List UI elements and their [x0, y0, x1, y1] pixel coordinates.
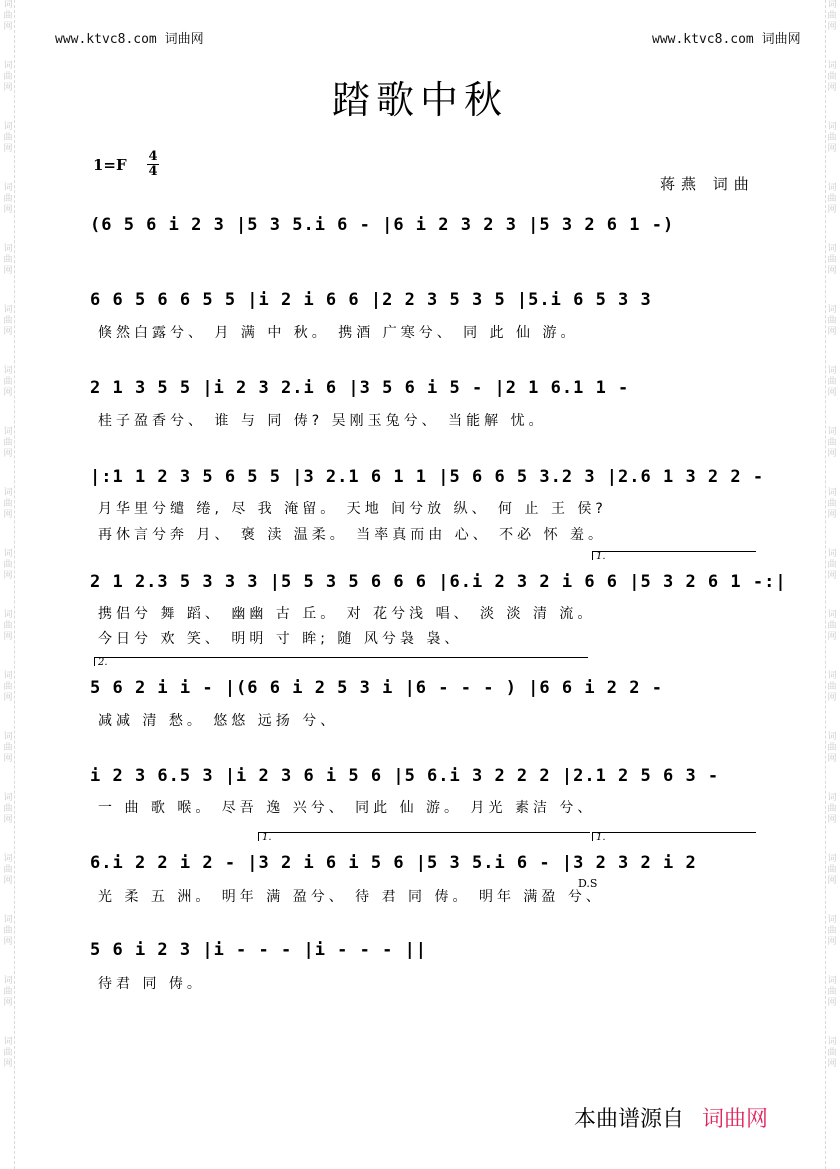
source-footer [574, 1102, 768, 1133]
watermark-glyphs: 词 曲 网 [3, 732, 13, 764]
watermark-glyphs: 词 曲 网 [827, 244, 837, 276]
notation-line: 6 6 5 6 6 5 5 |i 2 i 6 6 |2 2 3 5 3 5 |5.i 6 5 3 3 [90, 290, 652, 310]
watermark-glyphs: 词 曲 网 [827, 61, 837, 93]
notation-line: i 2 3 6.5 3 |i 2 3 6 i 5 6 |5 6.i 3 2 2 2 |2.1 2 5 6 3 - [90, 766, 720, 786]
dal-segno-mark: D.S [578, 877, 598, 890]
notation-line: |:1 1 2 3 5 6 5 5 |3 2.1 6 1 1 |5 6 6 5 3.2 3 |2.6 1 3 2 2 - [90, 467, 765, 487]
watermark-glyphs: 词 曲 网 [3, 793, 13, 825]
watermark-glyphs: 词 曲 网 [3, 244, 13, 276]
lyric-line-2: 桂子盈香兮、 谁 与 同 俦? 吴刚玉兔兮、 当能解 忧。 [98, 413, 547, 429]
watermark-glyphs: 词 曲 网 [827, 671, 837, 703]
score-row-8 [90, 853, 755, 879]
site-url-right[interactable]: www.ktvc8.com 词曲网 [652, 32, 801, 47]
notation-line: 5 6 i 2 3 |i - - - |i - - - || [90, 940, 428, 960]
watermark-glyphs: 词 曲 网 [827, 976, 837, 1008]
volta-bracket: 2. [94, 657, 588, 666]
score-row-2 [90, 290, 755, 316]
lyric-line-7: 减减 清 愁。 悠悠 远扬 兮、 [98, 713, 339, 729]
lyric-line-8: 一 曲 歌 喉。 尽吾 逸 兴兮、 同此 仙 游。 月光 素洁 兮、 [98, 800, 596, 816]
watermark-glyphs: 词 曲 网 [827, 915, 837, 947]
watermark-glyphs: 词 曲 网 [827, 366, 837, 398]
notation-line: 2 1 2.3 5 3 3 3 |5 5 3 5 6 6 6 |6.i 2 3 2 i 6 6 |5 3 2 6 1 -:| [90, 572, 787, 592]
watermark-glyphs: 词 曲 网 [827, 732, 837, 764]
score-row-1 [90, 215, 755, 241]
score-row-4 [90, 467, 765, 493]
watermark-glyphs: 词 曲 网 [827, 610, 837, 642]
watermark-glyphs: 词 曲 网 [3, 366, 13, 398]
watermark-glyphs: 词 曲 网 [3, 122, 13, 154]
watermark-glyphs: 词 曲 网 [3, 976, 13, 1008]
lyric-line-4: 再休言兮奔 月、 褒 渎 温柔。 当率真而由 心、 不必 怀 羞。 [98, 527, 607, 543]
watermark-glyphs: 词 曲 网 [827, 549, 837, 581]
score-row-7 [90, 766, 755, 792]
watermark-glyphs: 词 曲 网 [3, 427, 13, 459]
meter-top: 4 [148, 149, 158, 164]
watermark-glyphs: 词 曲 网 [827, 793, 837, 825]
watermark-glyphs: 词 曲 网 [3, 1037, 13, 1069]
volta-bracket: 1. [592, 832, 756, 841]
notation-line: 2 1 3 5 5 |i 2 3 2.i 6 |3 5 6 i 5 - |2 1 6.1 1 - [90, 378, 630, 398]
score-row-5 [90, 572, 787, 598]
notation-line: 6.i 2 2 i 2 - |3 2 i 6 i 5 6 |5 3 5.i 6 - |3 2 3 2 i 2 [90, 853, 697, 873]
right-watermark-strip [825, 0, 838, 1169]
volta-bracket: 1. [592, 551, 756, 560]
watermark-glyphs: 词 曲 网 [827, 305, 837, 337]
watermark-glyphs: 词 曲 网 [3, 183, 13, 215]
watermark-glyphs: 词 曲 网 [827, 0, 837, 32]
watermark-glyphs: 词 曲 网 [3, 854, 13, 886]
left-watermark-strip [2, 0, 15, 1169]
watermark-glyphs: 词 曲 网 [827, 488, 837, 520]
lyric-line-3: 月华里兮缱 绻, 尽 我 淹留。 天地 间兮放 纵、 何 止 王 侯? [98, 501, 607, 517]
notation-line: 5 6 2 i i - |(6 6 i 2 5 3 i |6 - - - ) |6 6 i 2 2 - [90, 678, 663, 698]
volta-bracket: 1. [258, 832, 590, 841]
notation-line: (6 5 6 i 2 3 |5 3 5.i 6 - |6 i 2 3 2 3 |5 3 2 6 1 -) [90, 215, 675, 235]
watermark-glyphs: 词 曲 网 [3, 671, 13, 703]
watermark-glyphs: 词 曲 网 [3, 549, 13, 581]
score-row-9 [90, 940, 755, 966]
score-row-3 [90, 378, 755, 404]
watermark-glyphs: 词 曲 网 [827, 854, 837, 886]
watermark-glyphs: 词 曲 网 [3, 0, 13, 32]
meter-bottom: 4 [148, 164, 158, 179]
watermark-glyphs: 词 曲 网 [3, 915, 13, 947]
time-signature [147, 150, 159, 179]
watermark-glyphs: 词 曲 网 [3, 488, 13, 520]
key-signature: 1=F [93, 156, 127, 174]
lyric-line-6: 今日兮 欢 笑、 明明 寸 眸; 随 风兮袅 袅、 [98, 631, 463, 647]
lyric-line-5: 携侣兮 舞 蹈、 幽幽 古 丘。 对 花兮浅 唱、 淡 淡 清 流。 [98, 606, 596, 622]
source-label: 本曲谱源自 [574, 1107, 685, 1132]
watermark-glyphs: 词 曲 网 [3, 610, 13, 642]
watermark-glyphs: 词 曲 网 [827, 427, 837, 459]
lyric-line-10: 待君 同 俦。 [98, 976, 205, 992]
brand-link[interactable]: 词曲网 [702, 1107, 769, 1132]
site-url-left[interactable]: www.ktvc8.com 词曲网 [55, 32, 204, 47]
page-title: 踏歌中秋 [331, 78, 508, 123]
author-credit: 蒋燕 词曲 [660, 175, 755, 193]
watermark-glyphs: 词 曲 网 [827, 183, 837, 215]
watermark-glyphs: 词 曲 网 [3, 305, 13, 337]
watermark-glyphs: 词 曲 网 [827, 1037, 837, 1069]
lyric-line-9: 光 柔 五 洲。 明年 满 盈兮、 待 君 同 俦。 明年 满盈 兮、 [98, 889, 604, 905]
lyric-line-1: 倏然白露兮、 月 满 中 秋。 携酒 广寒兮、 同 此 仙 游。 [98, 325, 579, 341]
watermark-glyphs: 词 曲 网 [3, 61, 13, 93]
score-row-6 [90, 678, 755, 704]
watermark-glyphs: 词 曲 网 [827, 122, 837, 154]
